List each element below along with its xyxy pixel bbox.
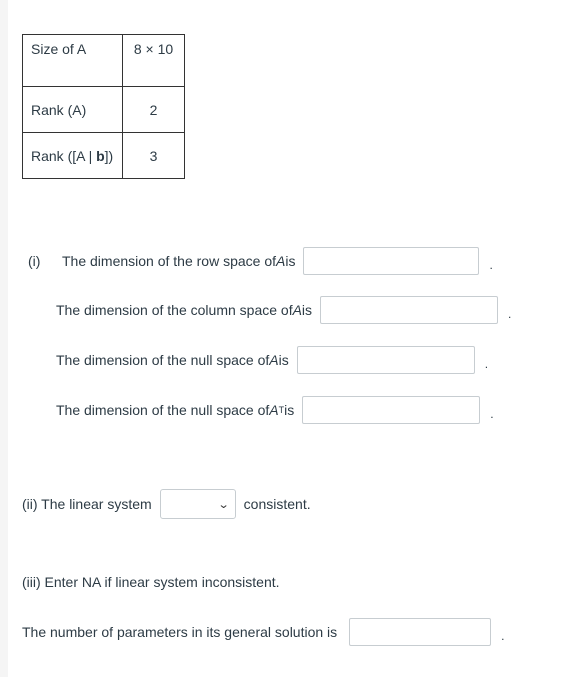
part-ii-tail: consistent. — [243, 496, 311, 512]
row-space-tail: is — [285, 253, 296, 269]
column-space-tail: is — [301, 302, 313, 318]
null-space-dot: . — [484, 357, 489, 371]
rank-aug-pre: Rank ([A | — [31, 147, 97, 164]
part-iii-text: (iii) Enter NA if linear system inconsistent. — [22, 574, 280, 590]
column-space-input[interactable] — [320, 296, 498, 324]
column-space-text: The dimension of the column space of — [56, 302, 293, 318]
question-null-space — [56, 346, 488, 374]
chevron-down-icon: ⌄ — [218, 498, 231, 511]
parameters-input[interactable] — [349, 618, 491, 646]
question-consistency — [22, 489, 311, 519]
null-space-tail: is — [278, 352, 289, 368]
rank-augmented-label — [23, 133, 123, 179]
transpose-superscript: T — [278, 405, 285, 415]
parameters-text: The number of parameters in its general solution is — [22, 624, 338, 640]
rank-aug-bold: b — [96, 147, 105, 164]
question-parameters — [22, 618, 505, 646]
left-margin — [0, 0, 8, 677]
question-left-null-space — [56, 396, 494, 424]
column-space-var: A — [292, 302, 302, 318]
table-row — [23, 35, 185, 87]
matrix-info-table — [22, 34, 185, 179]
row-space-input[interactable] — [303, 247, 479, 275]
left-null-space-dot: . — [490, 407, 494, 421]
part-ii-text: (ii) The linear system — [22, 496, 152, 512]
part-i-marker: (i) — [28, 253, 41, 269]
part-iii-instruction — [22, 574, 280, 590]
rank-a-value: 2 — [123, 87, 185, 133]
left-null-space-text: The dimension of the null space of — [56, 402, 270, 418]
rank-augmented-value: 3 — [123, 133, 185, 179]
question-row-space — [28, 247, 493, 275]
consistency-select[interactable] — [160, 489, 236, 519]
size-label — [23, 35, 123, 87]
rank-aug-post: ]) — [104, 147, 114, 164]
question-column-space — [56, 296, 511, 324]
rank-a-label: Rank (A) — [23, 87, 123, 133]
table-row — [23, 133, 185, 179]
size-value: 8 × 10 — [123, 35, 185, 87]
null-space-text: The dimension of the null space of — [56, 352, 270, 368]
size-label-text: Size of A — [31, 41, 87, 57]
table-row — [23, 87, 185, 133]
row-space-dot: . — [489, 258, 493, 272]
left-null-space-tail: is — [284, 402, 295, 418]
left-null-space-var: A — [269, 402, 279, 418]
null-space-var: A — [269, 352, 279, 368]
column-space-dot: . — [508, 307, 512, 321]
left-null-space-input[interactable] — [302, 396, 480, 424]
parameters-dot: . — [501, 629, 505, 643]
row-space-text: The dimension of the row space of — [62, 253, 277, 269]
null-space-input[interactable] — [297, 346, 475, 374]
row-space-var: A — [276, 253, 286, 269]
